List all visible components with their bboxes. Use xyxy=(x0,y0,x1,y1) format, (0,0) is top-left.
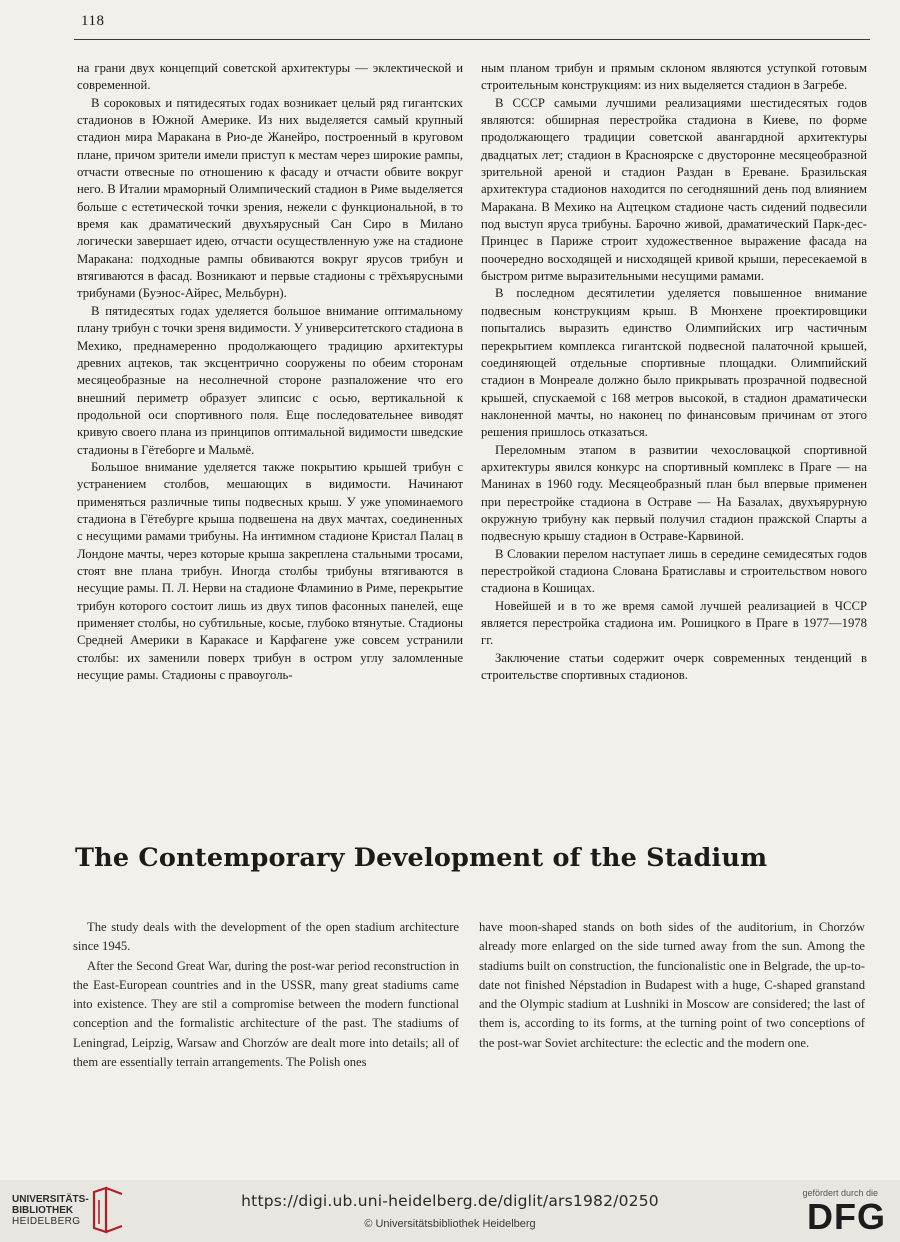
footer-bar xyxy=(0,1180,900,1242)
paragraph: В пятидесятых годах уделяется большое внимание оптимальному плану трибун с точки зреня видимости. У университетского стадиона в Мехико, преднамеренно продолжающего традицию архитектуры древних ацтеков, так эксцентрично сооружены по обеим сторонам месяцеобразные на несолнечной стороне разпаложение что его внешний периметр образует элипсис с осью, вертикальной к продольной оси спортивного поля. Еще последовательнее виводят кривую своего плана из принципов оптимальной видимости шведские стадионы в Гётеборге и Мальмё. xyxy=(77,303,463,457)
russian-column-left xyxy=(77,60,463,684)
paragraph: В СССР самыми лучшими реализациями шестидесятых годов являются: обширная перестройка стадиона в Киеве, по форме продолжающего традиции советской авангардной архитектуры двадцатых лет; стадион в Красноярске с двусторонне месяцеобразной зрительной ареной и стадион Раздан в Ереване. Бразильская архитектура стадионов находится по сегодняшний день под влиянием Маракана. В Мехико на Ацтецком стадионе часть сидений подвесили под выступ яруса трибуны. Барочно живой, драматический Парк-дес-Принцес в Париже строит художественное выражение фасада на поочередно восходящей и нисходящей кривой крыши, пересекаемой в быстром ритме выразительными несущими рамами. xyxy=(481,95,867,284)
dfg-logo-icon: DFG xyxy=(807,1196,886,1237)
logo-line: UNIVERSITÄTS- xyxy=(12,1194,89,1205)
page-number: 118 xyxy=(81,13,105,29)
header-rule xyxy=(74,39,870,40)
paragraph: Большое внимание уделяется также покрытию крышей трибун с устранением столбов, мешающих в видимости. Начинают применяться различные типы подвесных крыш. У уже упоминаемого стадиона в Гётебурге крыша подвешена на двух мачтах, соединенных с несущими рамами трибуны. На интимном стадионе Кристал Палац в Лондоне мачты, через которые крыша закреплена стальными тросами, стоят вне плана трибун. Иногда столбы трибуны втягиваются в несущие рамы. П. Л. Нерви на стадионе Фламинио в Риме, перекрытие трибун которого состоит лишь из двух типов фасонных панелей, еще применяет столбы, но субтильные, косые, глубоко втянутые. Стадионы Средней Америки в Каракасе и Карфагене уже совсем устранили столбы: их заменили поверх трибун в остром углу заломленные несущие рамы. Стадионы с правоуголь- xyxy=(77,459,463,683)
logo-line: HEIDELBERG xyxy=(12,1216,81,1227)
paragraph: В Словакии перелом наступает лишь в середине семидесятых годов перестройкой стадиона Слована Братиславы и строительством нового стадиона в Кошицах. xyxy=(481,546,867,596)
dfg-caption: gefördert durch die xyxy=(802,1188,878,1198)
paragraph: ным планом трибун и прямым склоном являются уступкой готовым строительным конструкциям: из них выделяется стадион в Загребе. xyxy=(481,61,867,93)
paragraph: Заключение статьи содержит очерк современных тенденций в строительстве спортивных стадионов. xyxy=(481,650,867,683)
paragraph: на грани двух концепций советской архитектуры — эклектической и современной. xyxy=(77,61,463,93)
english-column-right xyxy=(479,918,865,1053)
paragraph: Новейшей и в то же время самой лучшей реализацией в ЧССР является перестройка стадиона им. Рошицкого в Праге в 1977—1978 гг. xyxy=(481,598,867,648)
paragraph: After the Second Great War, during the post-war period reconstruction in the East-European countries and in the USSR, many great stadiums came into existence. They are stil a compromise between the modern functional conception and the formalistic architecture of the past. The stadiums of Leningrad, Leipzig, Warsaw and Chorzów are dealt more into details; all of them are essentially terrain arrangements. The Polish ones xyxy=(73,958,459,1070)
paragraph: The study deals with the development of the open stadium architecture since 1945. xyxy=(73,920,459,954)
paragraph: Переломным этапом в развитии чехословацкой спортивной архитектуры явился конкурс на спортивный комплекс в Праге — на Манинах в 1960 году. Месяцеобразный план был впервые применен при перестройке стадиона в Остраве — На Базалах, двухъярурную окружную трибуну как первый получил стадион пражской Спарты а подвесную крышу стадион в Остраве-Карвиной. xyxy=(481,442,867,544)
english-column-left xyxy=(73,918,459,1072)
russian-column-right xyxy=(481,60,867,684)
logo-line: BIBLIOTHEK xyxy=(12,1205,74,1216)
english-summary-title: The Contemporary Development of the Stadium xyxy=(75,843,768,873)
paragraph: have moon-shaped stands on both sides of the auditorium, in Chorzów already more enlarged on the side turned away from the sun. Among the stadiums built on construction, the funcionalistic one in Belgrade, the up-to-date not finished Népstadion in Budapest with a huge, C-shaped granstand and the Olympic stadium at Lushniki in Moscow are considered; the last of them is, according to its forms, at the turning point of two conceptions of the post-war Soviet architecture: the eclectic and the modern one. xyxy=(479,920,865,1050)
paragraph: В сороковых и пятидесятых годах возникает целый ряд гигантских стадионов в Южной Америке. Из них выделяется самый крупный стадион мира Маракана в Рио-де Жанейро, построенный в круговом плане, причом зрители имели приступ к местам через широкие рампы, отчасти отвесные по отношению к фасаду и отчасти обвите вокруг него. В Италии мраморный Олимпический стадион в Риме выделяется больше с естетической точки зрения, нежели с функциональной, в то время как драматический двухъярусный Сан Сиро в Милано логически завершает идею, отчасти осуществленную уже на стадионе Маракана: подходные рампы обвиваются вокруг ярусов трибун и втягиваются в фасад. Возникают и первые стадионы с трёхъярусными трибунами (Буэнос-Айрес, Мельбурн). xyxy=(77,95,463,301)
source-url-link[interactable]: https://digi.ub.uni-heidelberg.de/diglit/ars1982/0250 xyxy=(241,1192,659,1210)
paragraph: В последном десятилетии уделяется повышенное внимание подвесным конструкциям крыш. В Мюнхене проектировщики попытались выразить единство Олимпийских игр частичным перекрытием комплекса гигантской подвесной палаточной крышей, соединяющей отдельные спортивные площадки. Олимпийский стадион в Монреале должно было прикрывать прозрачной подвесной крышей, спускаемой с 168 метров высокой, в стадион драматически наклоненной мачты, но наконец по финансовым причинам от этого решения пришлось отказаться. xyxy=(481,286,867,440)
copyright-text: © Universitätsbibliothek Heidelberg xyxy=(364,1218,536,1230)
